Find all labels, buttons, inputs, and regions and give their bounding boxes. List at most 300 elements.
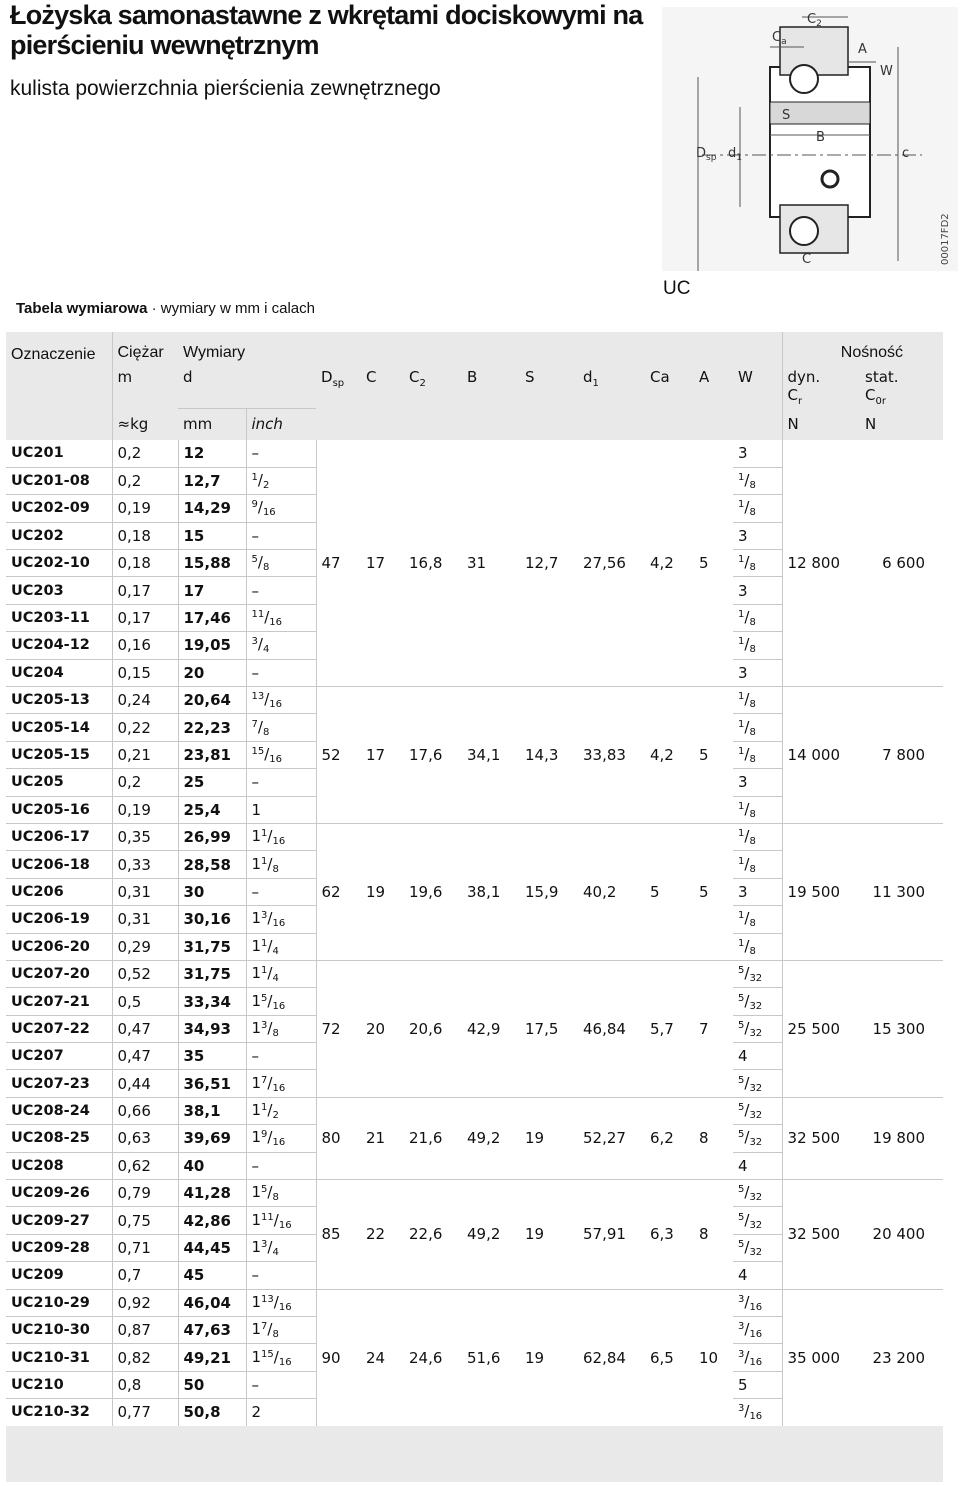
cell-s: 14,3: [520, 687, 578, 824]
cell-ca: 4,2: [645, 440, 694, 687]
cell-s: 19: [520, 1289, 578, 1426]
cell-w: 3: [733, 577, 782, 604]
cell-c2: 24,6: [404, 1289, 462, 1426]
cell-designation: UC209-27: [6, 1207, 112, 1234]
cell-designation: UC210-30: [6, 1317, 112, 1344]
cell-weight: 0,24: [112, 687, 178, 714]
cell-designation: UC207-21: [6, 988, 112, 1015]
cell-weight: 0,82: [112, 1344, 178, 1371]
cell-b: 34,1: [462, 687, 520, 824]
cell-d: 33,34: [178, 988, 246, 1015]
cell-d: 40: [178, 1152, 246, 1179]
cell-d: 22,23: [178, 714, 246, 741]
cell-d1: 40,2: [578, 823, 645, 960]
cell-weight: 0,44: [112, 1070, 178, 1097]
unit-kg: ≈kg: [112, 408, 178, 440]
cell-designation: UC209: [6, 1262, 112, 1289]
bearing-drawing: [662, 7, 958, 271]
cell-b: 49,2: [462, 1097, 520, 1179]
cell-inch: $1^3/_4$: [246, 1234, 316, 1261]
table-row: [6, 960, 943, 987]
cell-w: $^3/_{16}$: [733, 1289, 782, 1316]
cell-d: 14,29: [178, 495, 246, 522]
cell-dsp: 90: [316, 1289, 361, 1426]
cell-a: 7: [694, 960, 733, 1097]
cell-c0r: 23 200: [860, 1289, 943, 1426]
table-row: [6, 823, 943, 850]
series-label: UC: [663, 278, 691, 299]
cell-d: 35: [178, 1043, 246, 1070]
cell-inch: $1^{11}/_{16}$: [246, 1207, 316, 1234]
cell-d: 46,04: [178, 1289, 246, 1316]
cell-d1: 33,83: [578, 687, 645, 824]
cell-w: $^5/_{32}$: [733, 1097, 782, 1124]
unit-mm: mm: [178, 408, 246, 440]
cell-d: 20,64: [178, 687, 246, 714]
cell-w: $^1/_8$: [733, 604, 782, 631]
cell-w: 3: [733, 769, 782, 796]
cell-dsp: 85: [316, 1180, 361, 1290]
cell-inch: –: [246, 1152, 316, 1179]
cell-s: 19: [520, 1180, 578, 1290]
cell-inch: $1^7/_8$: [246, 1317, 316, 1344]
cell-b: 49,2: [462, 1180, 520, 1290]
table-row: [6, 1180, 943, 1207]
cell-designation: UC206-17: [6, 823, 112, 850]
cell-c: 24: [361, 1289, 404, 1426]
cell-designation: UC201-08: [6, 467, 112, 494]
cell-w: $^1/_8$: [733, 796, 782, 823]
col-c: C: [361, 362, 404, 408]
cell-b: 51,6: [462, 1289, 520, 1426]
cell-inch: $1^1/_2$: [246, 1097, 316, 1124]
cell-d: 36,51: [178, 1070, 246, 1097]
cell-d: 17,46: [178, 604, 246, 631]
cell-d: 39,69: [178, 1125, 246, 1152]
cell-c0r: 7 800: [860, 687, 943, 824]
cell-d: 30,16: [178, 906, 246, 933]
cell-inch: –: [246, 1371, 316, 1398]
cell-a: 8: [694, 1097, 733, 1179]
cell-weight: 0,16: [112, 632, 178, 659]
cell-d: 47,63: [178, 1317, 246, 1344]
cell-c2: 17,6: [404, 687, 462, 824]
cell-weight: 0,87: [112, 1317, 178, 1344]
cell-s: 12,7: [520, 440, 578, 687]
cell-weight: 0,2: [112, 467, 178, 494]
cell-ca: 4,2: [645, 687, 694, 824]
cell-weight: 0,47: [112, 1015, 178, 1042]
table-row: [6, 687, 943, 714]
cell-dsp: 72: [316, 960, 361, 1097]
cell-inch: $^9/_{16}$: [246, 495, 316, 522]
cell-s: 19: [520, 1097, 578, 1179]
cell-d: 49,21: [178, 1344, 246, 1371]
cell-designation: UC209-28: [6, 1234, 112, 1261]
cell-d: 12: [178, 440, 246, 467]
cell-designation: UC207-20: [6, 960, 112, 987]
cell-w: $^1/_8$: [733, 550, 782, 577]
page-title: Łożyska samonastawne z wkrętami dociskowymi na pierścieniu wewnętrznym: [10, 0, 643, 60]
cell-designation: UC203-11: [6, 604, 112, 631]
cell-weight: 0,2: [112, 440, 178, 467]
cell-d: 15: [178, 522, 246, 549]
cell-inch: –: [246, 659, 316, 686]
cell-c2: 20,6: [404, 960, 462, 1097]
cell-w: 3: [733, 440, 782, 467]
label-b: B: [816, 130, 825, 145]
cell-cr: 32 500: [782, 1180, 860, 1290]
cell-inch: 2: [246, 1399, 316, 1426]
cell-d: 42,86: [178, 1207, 246, 1234]
cell-s: 17,5: [520, 960, 578, 1097]
table-row: [6, 1289, 943, 1316]
cell-d: 20: [178, 659, 246, 686]
cell-b: 38,1: [462, 823, 520, 960]
col-dsp: $D_{sp}$: [316, 362, 361, 408]
cell-w: 3: [733, 659, 782, 686]
cell-weight: 0,77: [112, 1399, 178, 1426]
cell-cr: 25 500: [782, 960, 860, 1097]
cell-w: $^5/_{32}$: [733, 960, 782, 987]
cell-inch: –: [246, 769, 316, 796]
cell-w: $^5/_{32}$: [733, 1180, 782, 1207]
outer-ring-top: [780, 27, 848, 75]
label-c-dim: c: [902, 146, 910, 161]
cell-d1: 52,27: [578, 1097, 645, 1179]
cell-d: 23,81: [178, 741, 246, 768]
cell-weight: 0,15: [112, 659, 178, 686]
cell-d: 38,1: [178, 1097, 246, 1124]
cell-a: 5: [694, 823, 733, 960]
label-dsp: $D_{sp}$: [696, 146, 717, 163]
cell-weight: 0,2: [112, 769, 178, 796]
cell-w: $^1/_8$: [733, 495, 782, 522]
cell-inch: $1^{15}/_{16}$: [246, 1344, 316, 1371]
cell-d: 34,93: [178, 1015, 246, 1042]
col-load: Nośność: [782, 332, 943, 362]
label-s: S: [782, 108, 791, 123]
cell-w: $^5/_{32}$: [733, 1015, 782, 1042]
cell-w: 4: [733, 1262, 782, 1289]
cell-d: 41,28: [178, 1180, 246, 1207]
cell-d: 31,75: [178, 960, 246, 987]
cell-designation: UC208-24: [6, 1097, 112, 1124]
cell-inch: $1^1/_8$: [246, 851, 316, 878]
cell-w: 4: [733, 1043, 782, 1070]
cell-designation: UC205-15: [6, 741, 112, 768]
cell-c: 20: [361, 960, 404, 1097]
label-c2: $C_2$: [807, 12, 822, 29]
cell-designation: UC204: [6, 659, 112, 686]
cell-d: 28,58: [178, 851, 246, 878]
drawing-code: 00017FD2: [940, 213, 951, 265]
cell-w: $^5/_{32}$: [733, 1207, 782, 1234]
cell-inch: $^{13}/_{16}$: [246, 687, 316, 714]
label-w: W: [880, 64, 893, 79]
cell-weight: 0,19: [112, 495, 178, 522]
col-w: W: [733, 362, 782, 408]
cell-d: 25: [178, 769, 246, 796]
cell-inch: $^7/_8$: [246, 714, 316, 741]
cell-w: $^3/_{16}$: [733, 1344, 782, 1371]
cell-designation: UC210: [6, 1371, 112, 1398]
cell-d: 26,99: [178, 823, 246, 850]
col-b: B: [462, 362, 520, 408]
cell-weight: 0,92: [112, 1289, 178, 1316]
cell-inch: $^3/_4$: [246, 632, 316, 659]
cell-designation: UC209-26: [6, 1180, 112, 1207]
cell-weight: 0,47: [112, 1043, 178, 1070]
cell-designation: UC201: [6, 440, 112, 467]
cell-w: $^1/_8$: [733, 632, 782, 659]
dimension-table-wrap: [6, 332, 943, 1427]
cell-w: $^5/_{32}$: [733, 988, 782, 1015]
ball-bottom: [790, 217, 818, 245]
cell-weight: 0,79: [112, 1180, 178, 1207]
table-caption-rest: · wymiary w mm i calach: [147, 300, 315, 317]
cell-inch: $1^3/_8$: [246, 1015, 316, 1042]
cell-weight: 0,17: [112, 577, 178, 604]
cell-d: 19,05: [178, 632, 246, 659]
cell-a: 5: [694, 687, 733, 824]
cell-d: 45: [178, 1262, 246, 1289]
cell-d: 12,7: [178, 467, 246, 494]
col-cr: dyn. $C_r$: [782, 362, 860, 408]
cell-designation: UC205-14: [6, 714, 112, 741]
cell-w: 3: [733, 522, 782, 549]
cell-c0r: 20 400: [860, 1180, 943, 1290]
cell-c2: 19,6: [404, 823, 462, 960]
table-caption: [16, 300, 315, 317]
cell-d: 17: [178, 577, 246, 604]
cell-designation: UC207-22: [6, 1015, 112, 1042]
cell-weight: 0,62: [112, 1152, 178, 1179]
cell-inch: $1^{13}/_{16}$: [246, 1289, 316, 1316]
cell-w: $^1/_8$: [733, 933, 782, 960]
cell-designation: UC210-29: [6, 1289, 112, 1316]
col-ca: Ca: [645, 362, 694, 408]
label-ca: $C_a$: [772, 30, 787, 47]
cell-weight: 0,75: [112, 1207, 178, 1234]
cell-inch: $1^5/_8$: [246, 1180, 316, 1207]
cell-b: 42,9: [462, 960, 520, 1097]
cell-c2: 21,6: [404, 1097, 462, 1179]
label-c: C: [802, 252, 812, 267]
cell-ca: 6,3: [645, 1180, 694, 1290]
cell-b: 31: [462, 440, 520, 687]
cell-a: 10: [694, 1289, 733, 1426]
cell-inch: 1: [246, 796, 316, 823]
cell-w: $^3/_{16}$: [733, 1317, 782, 1344]
col-m: m: [112, 362, 178, 408]
cell-c0r: 19 800: [860, 1097, 943, 1179]
cell-designation: UC207-23: [6, 1070, 112, 1097]
cell-w: 3: [733, 878, 782, 905]
label-d1: $d_1$: [728, 146, 742, 163]
cell-weight: 0,8: [112, 1371, 178, 1398]
cell-designation: UC206-19: [6, 906, 112, 933]
cell-weight: 0,63: [112, 1125, 178, 1152]
cell-cr: 12 800: [782, 440, 860, 687]
cell-inch: $1^7/_{16}$: [246, 1070, 316, 1097]
dimension-table: [6, 332, 943, 1427]
cell-ca: 5,7: [645, 960, 694, 1097]
unit-blank: [316, 408, 782, 440]
cell-w: 5: [733, 1371, 782, 1398]
cell-d: 50: [178, 1371, 246, 1398]
cell-inch: $^5/_8$: [246, 550, 316, 577]
cell-dsp: 47: [316, 440, 361, 687]
cell-cr: 19 500: [782, 823, 860, 960]
col-c0r: stat. $C_{0r}$: [860, 362, 943, 408]
cell-cr: 35 000: [782, 1289, 860, 1426]
cell-inch: –: [246, 577, 316, 604]
cell-weight: 0,71: [112, 1234, 178, 1261]
table-row: [6, 440, 943, 467]
cell-ca: 6,5: [645, 1289, 694, 1426]
cell-designation: UC207: [6, 1043, 112, 1070]
cell-weight: 0,22: [112, 714, 178, 741]
col-d: d: [178, 362, 316, 408]
cell-ca: 6,2: [645, 1097, 694, 1179]
cell-designation: UC206: [6, 878, 112, 905]
cell-w: $^1/_8$: [733, 687, 782, 714]
cell-cr: 32 500: [782, 1097, 860, 1179]
cell-designation: UC208-25: [6, 1125, 112, 1152]
cell-c0r: 6 600: [860, 440, 943, 687]
cell-c: 17: [361, 687, 404, 824]
cell-inch: $1^1/_4$: [246, 960, 316, 987]
cell-d: 30: [178, 878, 246, 905]
cell-designation: UC205-13: [6, 687, 112, 714]
cell-ca: 5: [645, 823, 694, 960]
cell-c0r: 11 300: [860, 823, 943, 960]
cell-d1: 57,91: [578, 1180, 645, 1290]
cell-inch: –: [246, 1043, 316, 1070]
cell-s: 15,9: [520, 823, 578, 960]
bearing-cross-section-svg: [662, 7, 958, 271]
cell-w: $^1/_8$: [733, 741, 782, 768]
cell-weight: 0,18: [112, 550, 178, 577]
cell-a: 5: [694, 440, 733, 687]
cell-w: $^5/_{32}$: [733, 1234, 782, 1261]
cell-w: $^1/_8$: [733, 714, 782, 741]
cell-designation: UC206-18: [6, 851, 112, 878]
cell-weight: 0,52: [112, 960, 178, 987]
cell-inch: $1^9/_{16}$: [246, 1125, 316, 1152]
label-a: A: [858, 42, 867, 57]
cell-cr: 14 000: [782, 687, 860, 824]
cell-w: $^5/_{32}$: [733, 1125, 782, 1152]
cell-weight: 0,5: [112, 988, 178, 1015]
cell-d: 25,4: [178, 796, 246, 823]
cell-w: $^1/_8$: [733, 823, 782, 850]
set-screw-hole: [822, 171, 838, 187]
cell-c2: 22,6: [404, 1180, 462, 1290]
cell-c0r: 15 300: [860, 960, 943, 1097]
cell-dsp: 52: [316, 687, 361, 824]
cell-c2: 16,8: [404, 440, 462, 687]
cell-inch: $^1/_2$: [246, 467, 316, 494]
col-dimensions: Wymiary: [178, 332, 782, 362]
cell-w: $^1/_8$: [733, 467, 782, 494]
cell-c: 22: [361, 1180, 404, 1290]
col-weight: Ciężar: [112, 332, 178, 362]
cell-inch: $^{15}/_{16}$: [246, 741, 316, 768]
ball-top: [790, 65, 818, 93]
col-d1: $d_1$: [578, 362, 645, 408]
cell-designation: UC208: [6, 1152, 112, 1179]
cell-inch: $1^3/_{16}$: [246, 906, 316, 933]
cell-designation: UC202-09: [6, 495, 112, 522]
cell-dsp: 62: [316, 823, 361, 960]
unit-inch: inch: [246, 408, 316, 440]
cell-w: $^5/_{32}$: [733, 1070, 782, 1097]
cell-w: $^3/_{16}$: [733, 1399, 782, 1426]
cell-weight: 0,31: [112, 878, 178, 905]
table-row: [6, 1097, 943, 1124]
cell-weight: 0,17: [112, 604, 178, 631]
cell-designation: UC206-20: [6, 933, 112, 960]
cell-designation: UC210-31: [6, 1344, 112, 1371]
cell-dsp: 80: [316, 1097, 361, 1179]
cell-inch: $^{11}/_{16}$: [246, 604, 316, 631]
cell-weight: 0,19: [112, 796, 178, 823]
cell-w: 4: [733, 1152, 782, 1179]
cell-w: $^1/_8$: [733, 906, 782, 933]
cell-designation: UC205: [6, 769, 112, 796]
table-caption-bold: Tabela wymiarowa: [16, 300, 148, 317]
cell-d: 31,75: [178, 933, 246, 960]
cell-inch: –: [246, 440, 316, 467]
unit-n-dyn: N: [782, 408, 860, 440]
col-designation: Oznaczenie: [6, 332, 112, 440]
cell-designation: UC205-16: [6, 796, 112, 823]
cell-d: 15,88: [178, 550, 246, 577]
col-s: S: [520, 362, 578, 408]
cell-weight: 0,35: [112, 823, 178, 850]
cell-weight: 0,31: [112, 906, 178, 933]
cell-designation: UC204-12: [6, 632, 112, 659]
col-c2: $C_2$: [404, 362, 462, 408]
cell-designation: UC202: [6, 522, 112, 549]
cell-weight: 0,21: [112, 741, 178, 768]
cell-d: 44,45: [178, 1234, 246, 1261]
cell-weight: 0,18: [112, 522, 178, 549]
cell-d: 50,8: [178, 1399, 246, 1426]
cell-designation: UC202-10: [6, 550, 112, 577]
cell-weight: 0,7: [112, 1262, 178, 1289]
cell-d1: 46,84: [578, 960, 645, 1097]
cell-weight: 0,29: [112, 933, 178, 960]
bottom-band: [6, 1426, 943, 1482]
cell-inch: –: [246, 1262, 316, 1289]
cell-designation: UC210-32: [6, 1399, 112, 1426]
cell-inch: $1^1/_4$: [246, 933, 316, 960]
cell-w: $^1/_8$: [733, 851, 782, 878]
cell-c: 21: [361, 1097, 404, 1179]
cell-designation: UC203: [6, 577, 112, 604]
cell-weight: 0,33: [112, 851, 178, 878]
cell-inch: –: [246, 522, 316, 549]
cell-d1: 27,56: [578, 440, 645, 687]
cell-d1: 62,84: [578, 1289, 645, 1426]
cell-c: 19: [361, 823, 404, 960]
cell-c: 17: [361, 440, 404, 687]
cell-a: 8: [694, 1180, 733, 1290]
unit-n-stat: N: [860, 408, 943, 440]
